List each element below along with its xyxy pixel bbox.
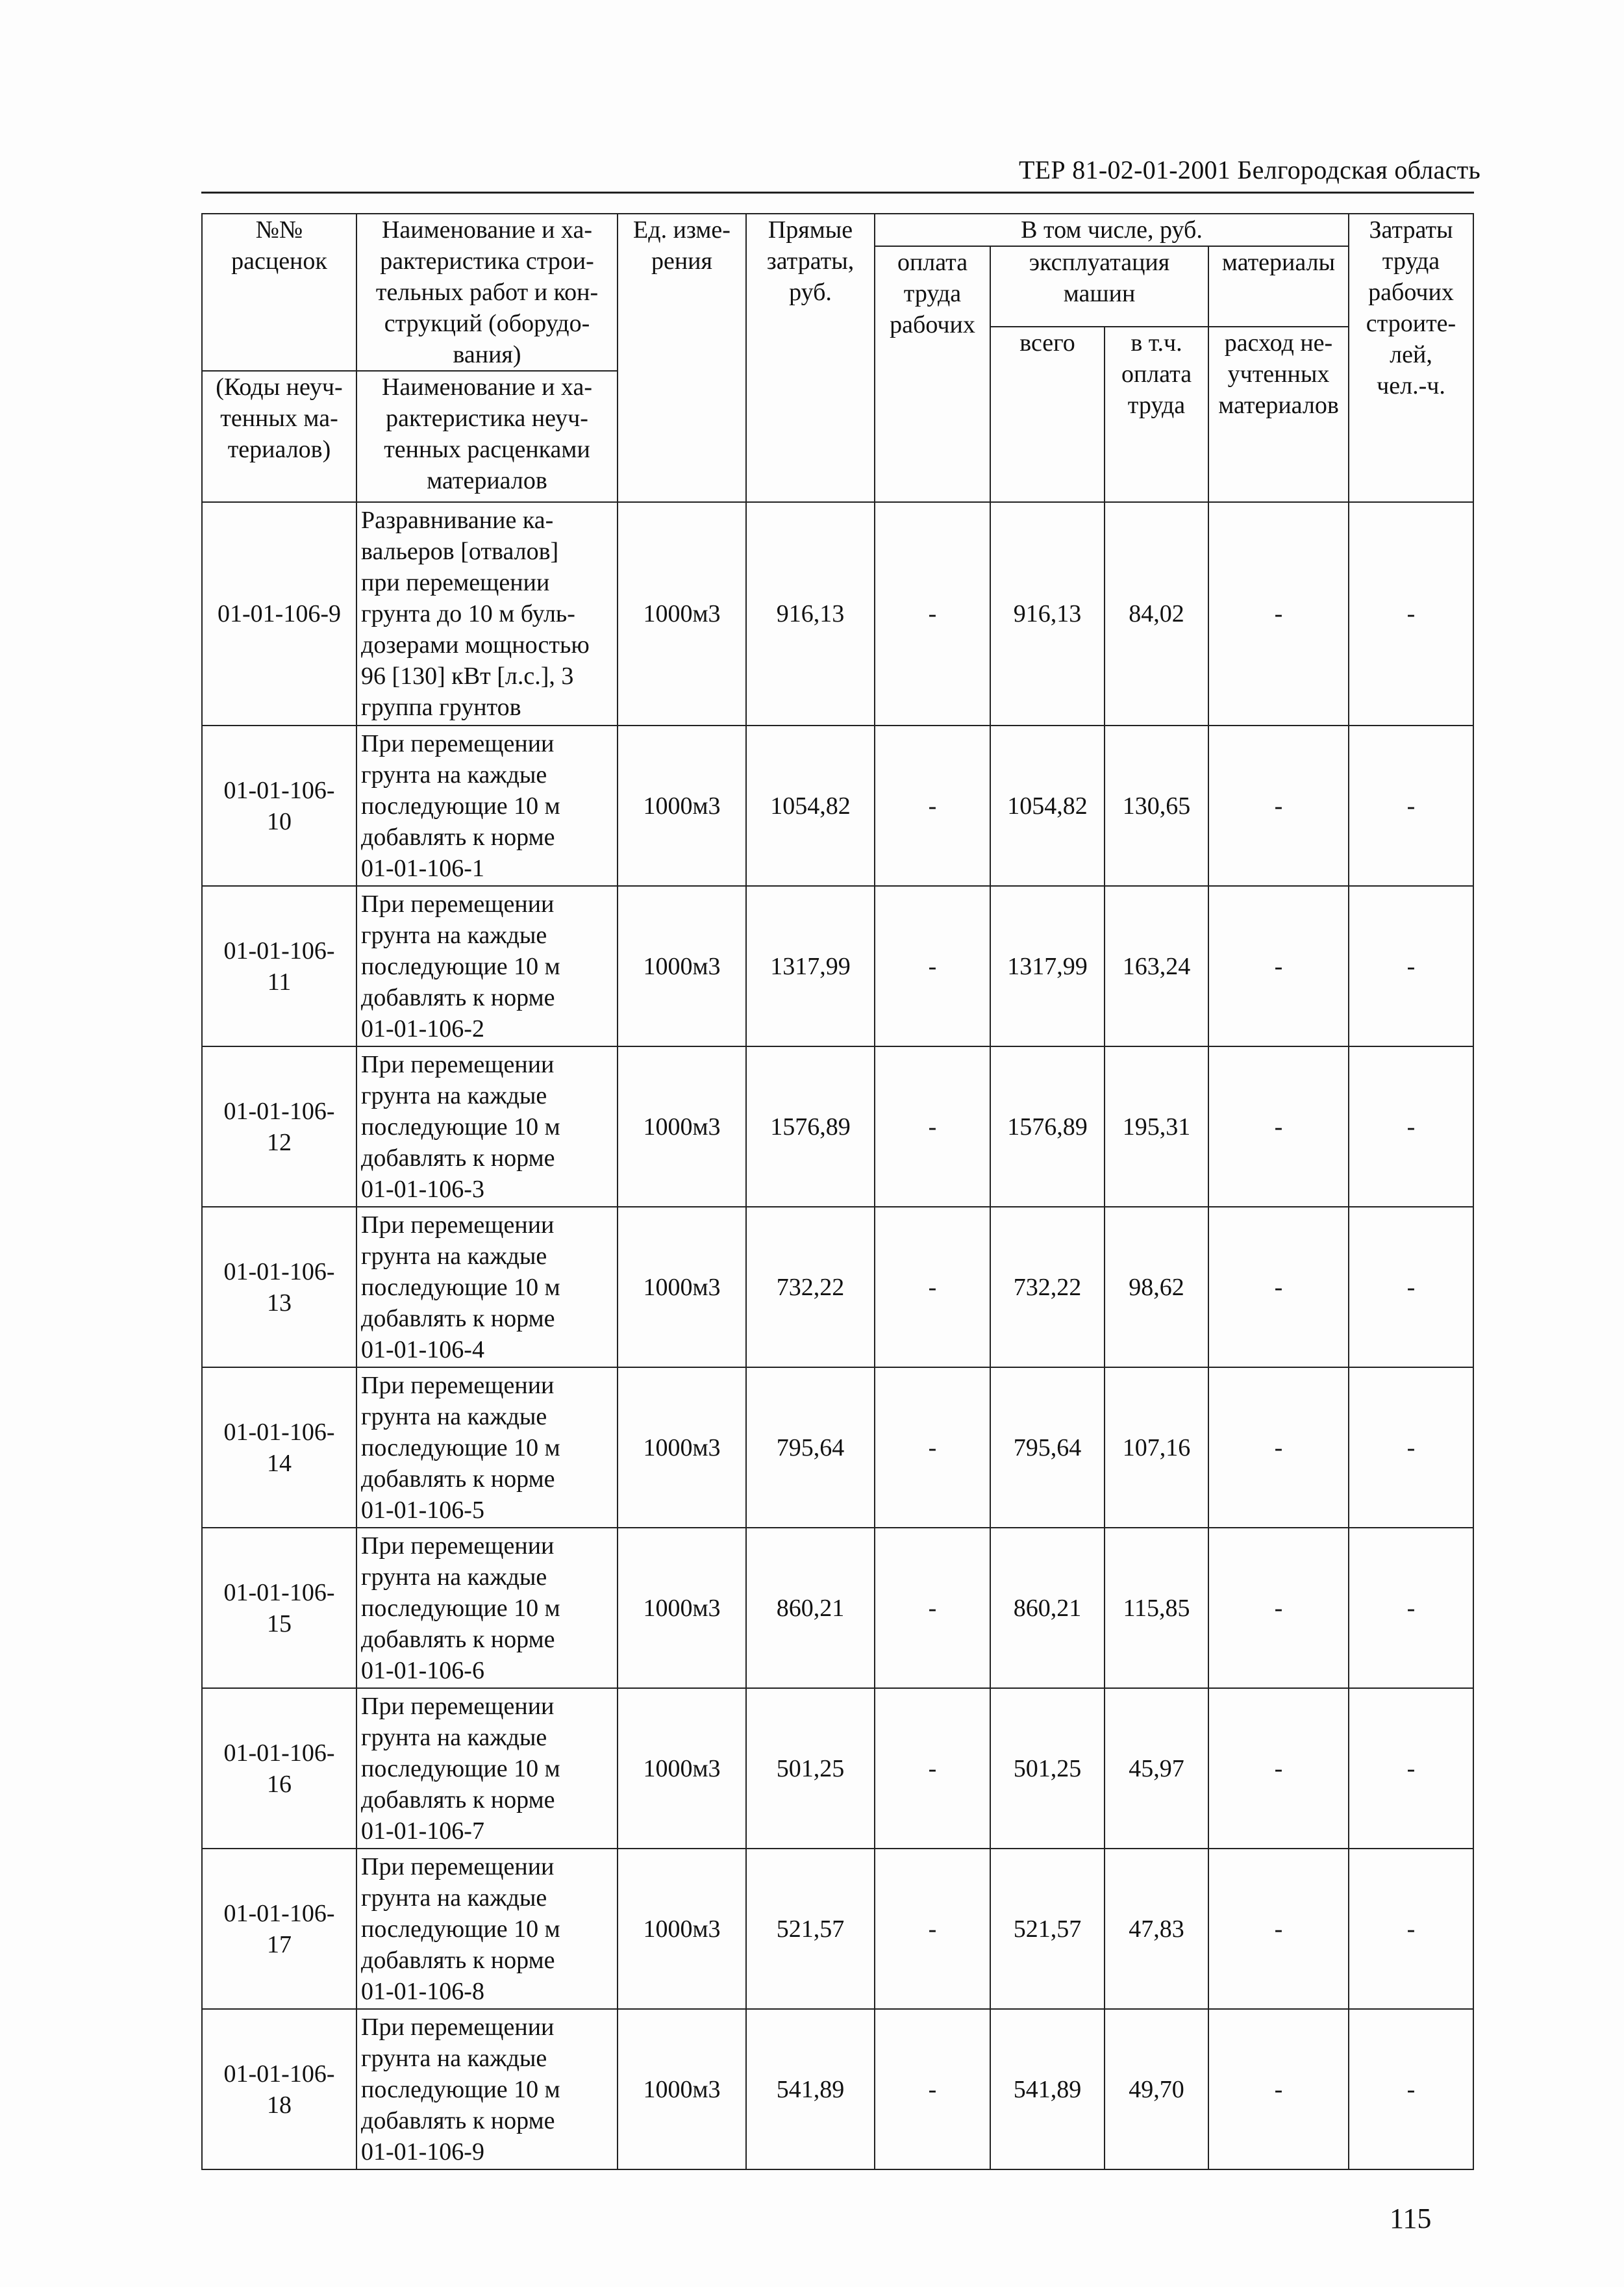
rate-code: 01-01-106- 10	[202, 726, 356, 886]
col-header-code2: (Коды неуч- тенных ма- териалов)	[202, 371, 356, 502]
rate-unit: 1000м3	[618, 1367, 746, 1528]
rate-machines-total: 916,13	[990, 502, 1105, 726]
rate-code: 01-01-106- 17	[202, 1849, 356, 2009]
rate-materials: -	[1208, 1849, 1349, 2009]
rate-labor-cost: -	[1349, 1688, 1473, 1849]
table-row	[202, 1528, 1473, 1688]
col-header-code: №№ расценок	[202, 214, 356, 371]
rate-direct: 541,89	[746, 2009, 875, 2169]
rate-machines-total: 795,64	[990, 1367, 1105, 1528]
rate-direct: 916,13	[746, 502, 875, 726]
rate-unit: 1000м3	[618, 2009, 746, 2169]
rate-code: 01-01-106- 15	[202, 1528, 356, 1688]
rate-machines-total: 732,22	[990, 1207, 1105, 1367]
rate-code: 01-01-106- 11	[202, 886, 356, 1046]
rate-labor-pay: -	[875, 1688, 990, 1849]
rate-direct: 501,25	[746, 1688, 875, 1849]
rate-direct: 732,22	[746, 1207, 875, 1367]
table-row	[202, 1207, 1473, 1367]
rate-machines-labor: 47,83	[1105, 1849, 1208, 2009]
rate-unit: 1000м3	[618, 886, 746, 1046]
rate-unit: 1000м3	[618, 726, 746, 886]
rate-labor-pay: -	[875, 1849, 990, 2009]
col-header-including: В том числе, руб.	[875, 214, 1349, 246]
rate-machines-total: 521,57	[990, 1849, 1105, 2009]
rate-machines-labor: 107,16	[1105, 1367, 1208, 1528]
rate-labor-pay: -	[875, 1528, 990, 1688]
rate-labor-pay: -	[875, 1367, 990, 1528]
rate-machines-labor: 98,62	[1105, 1207, 1208, 1367]
rate-machines-total: 541,89	[990, 2009, 1105, 2169]
rate-code: 01-01-106- 18	[202, 2009, 356, 2169]
page-number: 115	[1390, 2203, 1432, 2234]
document-header: ТЕР 81-02-01-2001 Белгородская область	[1018, 155, 1480, 184]
rate-labor-pay: -	[875, 1207, 990, 1367]
rate-unit: 1000м3	[618, 1207, 746, 1367]
rate-labor-cost: -	[1349, 1046, 1473, 1207]
table-row	[202, 2009, 1473, 2169]
table-row	[202, 1046, 1473, 1207]
rate-materials: -	[1208, 1528, 1349, 1688]
col-header-materials-usage: расход не- учтенных материалов	[1208, 327, 1349, 502]
rate-unit: 1000м3	[618, 1849, 746, 2009]
rate-labor-cost: -	[1349, 726, 1473, 886]
rate-labor-cost: -	[1349, 1207, 1473, 1367]
rate-unit: 1000м3	[618, 1046, 746, 1207]
rate-name: При перемещении грунта на каждые последующие 10 м добавлять к норме 01-01-106-5	[356, 1367, 618, 1528]
rate-materials: -	[1208, 886, 1349, 1046]
rate-labor-pay: -	[875, 1046, 990, 1207]
col-header-name2: Наименование и ха- рактеристика неуч- тенных расценками материалов	[356, 371, 618, 502]
col-header-name: Наименование и ха- рактеристика строи- тельных работ и кон- струкций (оборудо- вания)	[356, 214, 618, 371]
rate-direct: 1317,99	[746, 886, 875, 1046]
rate-materials: -	[1208, 726, 1349, 886]
col-header-labor-pay: оплата труда рабочих	[875, 246, 990, 502]
table-row	[202, 502, 1473, 726]
rate-name: При перемещении грунта на каждые последующие 10 м добавлять к норме 01-01-106-3	[356, 1046, 618, 1207]
header-rule	[201, 192, 1474, 194]
col-header-labor-cost: Затраты труда рабочих строите- лей, чел.-ч.	[1349, 214, 1473, 502]
rate-labor-cost: -	[1349, 1528, 1473, 1688]
rate-labor-cost: -	[1349, 502, 1473, 726]
rate-name: При перемещении грунта на каждые последующие 10 м добавлять к норме 01-01-106-9	[356, 2009, 618, 2169]
rate-unit: 1000м3	[618, 1688, 746, 1849]
rate-direct: 860,21	[746, 1528, 875, 1688]
col-header-machines-labor: в т.ч. оплата труда	[1105, 327, 1208, 502]
rate-machines-total: 1054,82	[990, 726, 1105, 886]
rate-unit: 1000м3	[618, 502, 746, 726]
rate-name: При перемещении грунта на каждые последующие 10 м добавлять к норме 01-01-106-6	[356, 1528, 618, 1688]
rate-machines-labor: 49,70	[1105, 2009, 1208, 2169]
rate-name: При перемещении грунта на каждые последующие 10 м добавлять к норме 01-01-106-1	[356, 726, 618, 886]
rate-machines-total: 501,25	[990, 1688, 1105, 1849]
rate-code: 01-01-106-9	[202, 502, 356, 726]
rate-direct: 1054,82	[746, 726, 875, 886]
col-header-direct: Прямые затраты, руб.	[746, 214, 875, 502]
rate-materials: -	[1208, 502, 1349, 726]
rate-unit: 1000м3	[618, 1528, 746, 1688]
rate-machines-labor: 84,02	[1105, 502, 1208, 726]
rate-name: При перемещении грунта на каждые последующие 10 м добавлять к норме 01-01-106-4	[356, 1207, 618, 1367]
rate-machines-labor: 130,65	[1105, 726, 1208, 886]
rate-machines-total: 860,21	[990, 1528, 1105, 1688]
rate-materials: -	[1208, 1207, 1349, 1367]
rate-name: Разравнивание ка- вальеров [отвалов] при перемещении грунта до 10 м буль- дозерами мощностью 96 [130] кВт [л.с.], 3 группа грунтов	[356, 502, 618, 726]
table-row	[202, 1688, 1473, 1849]
rate-machines-total: 1317,99	[990, 886, 1105, 1046]
rate-code: 01-01-106- 16	[202, 1688, 356, 1849]
rate-direct: 1576,89	[746, 1046, 875, 1207]
rate-machines-total: 1576,89	[990, 1046, 1105, 1207]
rate-labor-pay: -	[875, 726, 990, 886]
rate-direct: 795,64	[746, 1367, 875, 1528]
rate-code: 01-01-106- 12	[202, 1046, 356, 1207]
rate-direct: 521,57	[746, 1849, 875, 2009]
rate-labor-cost: -	[1349, 1849, 1473, 2009]
rate-materials: -	[1208, 1367, 1349, 1528]
rates-table	[201, 213, 1474, 2170]
rate-labor-pay: -	[875, 886, 990, 1046]
rate-labor-cost: -	[1349, 2009, 1473, 2169]
table-row	[202, 1367, 1473, 1528]
rate-machines-labor: 115,85	[1105, 1528, 1208, 1688]
col-header-materials: материалы	[1208, 246, 1349, 327]
rate-labor-cost: -	[1349, 1367, 1473, 1528]
rate-materials: -	[1208, 2009, 1349, 2169]
rate-name: При перемещении грунта на каждые последующие 10 м добавлять к норме 01-01-106-2	[356, 886, 618, 1046]
rate-machines-labor: 195,31	[1105, 1046, 1208, 1207]
table-header-row	[202, 214, 1473, 246]
rate-machines-labor: 45,97	[1105, 1688, 1208, 1849]
rate-labor-cost: -	[1349, 886, 1473, 1046]
rate-materials: -	[1208, 1688, 1349, 1849]
table-row	[202, 726, 1473, 886]
col-header-machines: эксплуатация машин	[990, 246, 1208, 327]
table-row	[202, 886, 1473, 1046]
rate-code: 01-01-106- 14	[202, 1367, 356, 1528]
rate-name: При перемещении грунта на каждые последующие 10 м добавлять к норме 01-01-106-8	[356, 1849, 618, 2009]
rate-machines-labor: 163,24	[1105, 886, 1208, 1046]
rate-materials: -	[1208, 1046, 1349, 1207]
rate-name: При перемещении грунта на каждые последующие 10 м добавлять к норме 01-01-106-7	[356, 1688, 618, 1849]
rate-labor-pay: -	[875, 2009, 990, 2169]
rate-code: 01-01-106- 13	[202, 1207, 356, 1367]
col-header-unit: Ед. изме- рения	[618, 214, 746, 502]
table-row	[202, 1849, 1473, 2009]
col-header-machines-total: всего	[990, 327, 1105, 502]
rate-labor-pay: -	[875, 502, 990, 726]
